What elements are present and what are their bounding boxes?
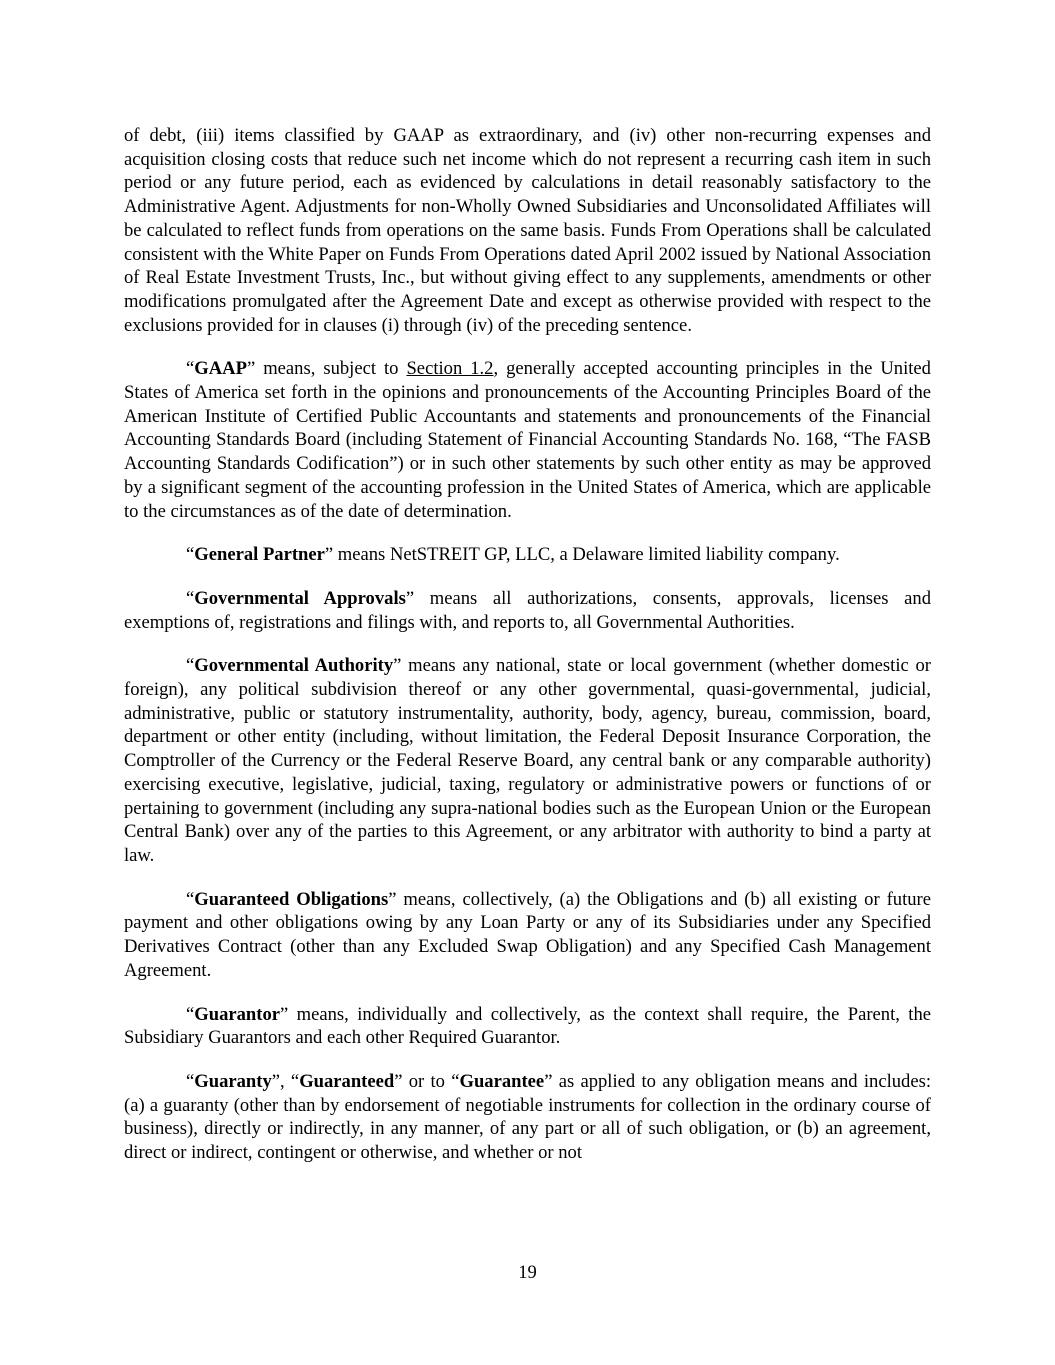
definition-gaap <box>124 357 931 523</box>
defined-term: GAAP <box>194 358 247 380</box>
defined-term: General Partner <box>194 544 325 566</box>
definition-guaranteed-obligations <box>124 888 931 983</box>
definition-general-partner <box>124 543 931 567</box>
defined-term: Guaranteed Obligations <box>194 888 389 910</box>
section-reference: Section 1.2 <box>406 358 494 380</box>
defined-term: Governmental Authority <box>194 655 394 677</box>
definition-text: ” means NetSTREIT GP, LLC, a Delaware limited liability company. <box>324 544 840 566</box>
definition-text: ” means any national, state or local government (whether domestic or foreign), any political subdivision thereof or any other governmental, quasi-governmental, judicial, administrative, public or statutory instrumentality, authority, body, agency, bureau, commission, board, department or other entity (including, without limitation, the Federal Deposit Insurance Corporation, the Comptroller of the Currency or the Federal Reserve Board, any central bank or any comparable authority) exercising executive, legislative, judicial, taxing, regulatory or administrative powers or functions of or pertaining to government (including any supra-national bodies such as the European Union or the European Central Bank) over any of the parties to this Agreement, or any arbitrator with authority to bind a party at law. <box>124 655 931 866</box>
term-separator: ”, “ <box>271 1070 300 1092</box>
defined-term: Guaranty <box>194 1070 272 1092</box>
definition-governmental-authority <box>124 654 931 867</box>
defined-term: Guarantor <box>194 1003 280 1025</box>
defined-term: Guarantee <box>459 1070 545 1092</box>
definition-text: ” as applied to any obligation means and includes: (a) a guaranty (other than by endorsement of negotiable instruments for collection in the ordinary course of business), directly or indirectly, in any manner, of any part or all of such obligation, or (b) an agreement, direct or indirect, contingent or otherwise, and whether or not <box>124 1070 931 1164</box>
paragraph-text: of debt, (iii) items classified by GAAP as extraordinary, and (iv) other non-recurring expenses and acquisition closing costs that reduce such net income which do not represent a recurring cash item in such period or any future period, each as evidenced by calculations in detail reasonably satisfactory to the Administrative Agent. Adjustments for non-Wholly Owned Subsidiaries and Unconsolidated Affiliates will be calculated to reflect funds from operations on the same basis. Funds From Operations shall be calculated consistent with the White Paper on Funds From Operations dated April 2002 issued by National Association of Real Estate Investment Trusts, Inc., but without giving effect to any supplements, amendments or other modifications promulgated after the Agreement Date and except as otherwise provided with respect to the exclusions provided for in clauses (i) through (iv) of the preceding sentence. <box>124 125 931 336</box>
definition-text: , generally accepted accounting principles in the United States of America set forth in the opinions and pronouncements of the Accounting Principles Board of the American Institute of Certified Public Accountants and statements and pronouncements of the Financial Accounting Standards Board (including Statement of Financial Accounting Standards No. 168, “The FASB Accounting Standards Codification”) or in such other statements by such other entity as may be approved by a significant segment of the accounting profession in the United States of America, which are applicable to the circumstances as of the date of determination. <box>124 358 931 522</box>
open-quote: “ <box>186 358 195 380</box>
defined-term: Guaranteed <box>299 1070 395 1092</box>
open-quote: “ <box>186 587 195 609</box>
open-quote: “ <box>186 655 195 677</box>
document-page <box>124 124 931 1185</box>
definition-guarantor <box>124 1003 931 1050</box>
term-separator: ” or to “ <box>394 1070 460 1092</box>
definition-guaranty <box>124 1070 931 1165</box>
definition-text: ” means, collectively, (a) the Obligations and (b) all existing or future payment and other obligations owing by any Loan Party or any of its Subsidiaries under any Specified Derivatives Contract (other than any Excluded Swap Obligation) and any Specified Cash Management Agreement. <box>124 888 931 981</box>
page-number: 19 <box>518 1262 537 1283</box>
definition-governmental-approvals <box>124 587 931 634</box>
defined-term: Governmental Approvals <box>194 587 406 609</box>
open-quote: “ <box>186 1003 195 1025</box>
paragraph-ffo-continuation <box>124 124 931 337</box>
open-quote: “ <box>186 888 195 910</box>
definition-text: ” means, individually and collectively, as the context shall require, the Parent, the Subsidiary Guarantors and each other Required Guarantor. <box>124 1003 931 1049</box>
open-quote: “ <box>186 544 195 566</box>
definition-text: ” means, subject to <box>246 358 407 380</box>
definition-text: ” means all authorizations, consents, approvals, licenses and exemptions of, registrations and filings with, and reports to, all Governmental Authorities. <box>124 587 931 633</box>
open-quote: “ <box>186 1070 195 1092</box>
